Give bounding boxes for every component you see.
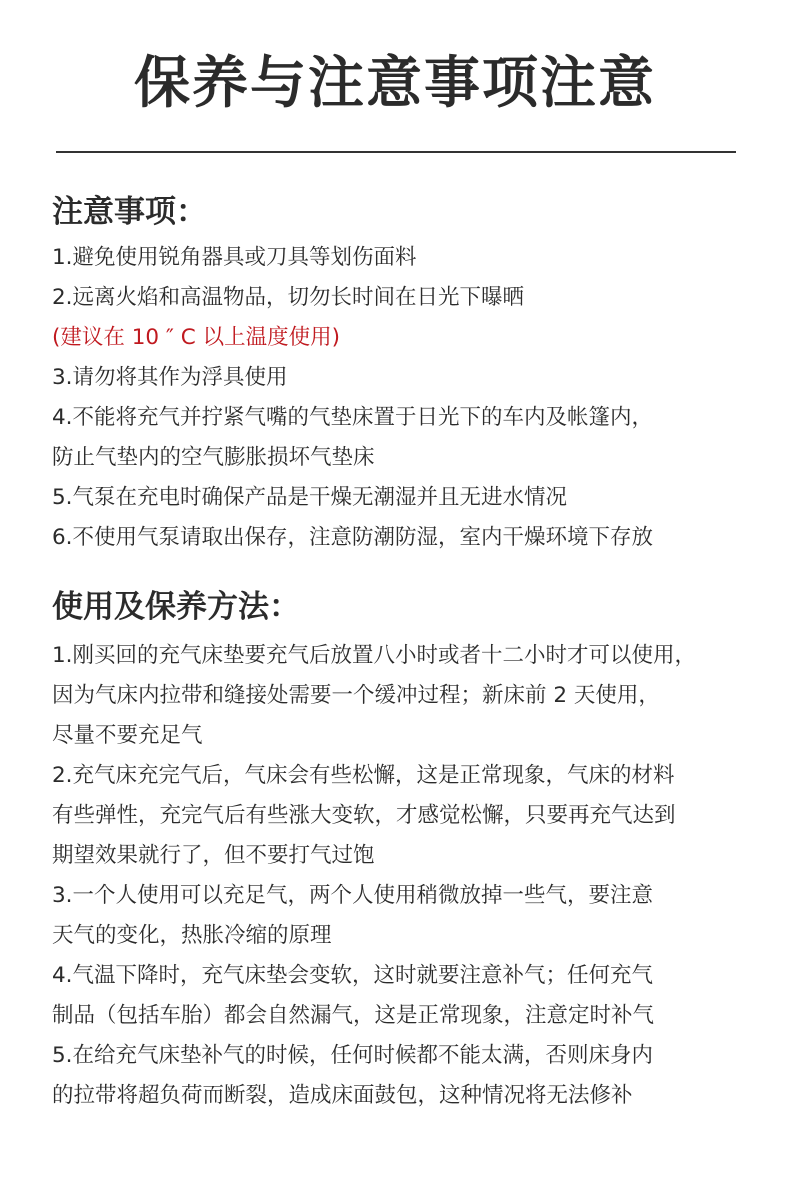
text-line: 2.远离火焰和高温物品，切勿长时间在日光下曝晒 xyxy=(52,285,525,310)
text-line: 1.避免使用锐角器具或刀具等划伤面料 xyxy=(52,245,417,270)
title-divider xyxy=(56,151,736,153)
usage-lines xyxy=(52,636,752,1116)
text-line: 4.气温下降时，充气床垫会变软，这时就要注意补气；任何充气 xyxy=(52,963,654,988)
text-line: 4.不能将充气并拧紧气嘴的气垫床置于日光下的车内及帐篷内， xyxy=(52,405,654,430)
text-line: 5.气泵在充电时确保产品是干燥无潮湿并且无进水情况 xyxy=(52,485,568,510)
text-line: 因为气床内拉带和缝接处需要一个缓冲过程；新床前 2 天使用， xyxy=(52,683,660,708)
notes-section xyxy=(52,187,752,558)
page-title: 保养与注意事项注意 xyxy=(134,51,656,116)
text-line: 的拉带将超负荷而断裂，造成床面鼓包，这种情况将无法修补 xyxy=(52,1083,633,1108)
text-line: 3.一个人使用可以充足气，两个人使用稍微放掉一些气，要注意 xyxy=(52,883,654,908)
notes-lines xyxy=(52,238,752,558)
text-line: 2.充气床充完气后，气床会有些松懈，这是正常现象，气床的材料 xyxy=(52,763,675,788)
temperature-note: (建议在 10 ″ C 以上温度使用) xyxy=(52,325,341,350)
text-line: 5.在给充气床垫补气的时候，任何时候都不能太满，否则床身内 xyxy=(52,1043,654,1068)
usage-section xyxy=(52,582,752,1116)
text-line: 1.刚买回的充气床垫要充气后放置八小时或者十二小时才可以使用， xyxy=(52,643,697,668)
text-line: 制品（包括车胎）都会自然漏气，这是正常现象，注意定时补气 xyxy=(52,1003,655,1028)
text-line: 天气的变化，热胀冷缩的原理 xyxy=(52,923,332,948)
text-line: 防止气垫内的空气膨胀损坏气垫床 xyxy=(52,445,375,470)
text-line: 6.不使用气泵请取出保存，注意防潮防湿，室内干燥环境下存放 xyxy=(52,525,654,550)
text-line: 有些弹性，充完气后有些涨大变软，才感觉松懈，只要再充气达到 xyxy=(52,803,676,828)
usage-heading: 使用及保养方法： xyxy=(52,589,300,625)
text-line: 期望效果就行了，但不要打气过饱 xyxy=(52,843,375,868)
text-line: 尽量不要充足气 xyxy=(52,723,203,748)
notes-heading: 注意事项： xyxy=(52,194,207,230)
text-line: 3.请勿将其作为浮具使用 xyxy=(52,365,288,390)
